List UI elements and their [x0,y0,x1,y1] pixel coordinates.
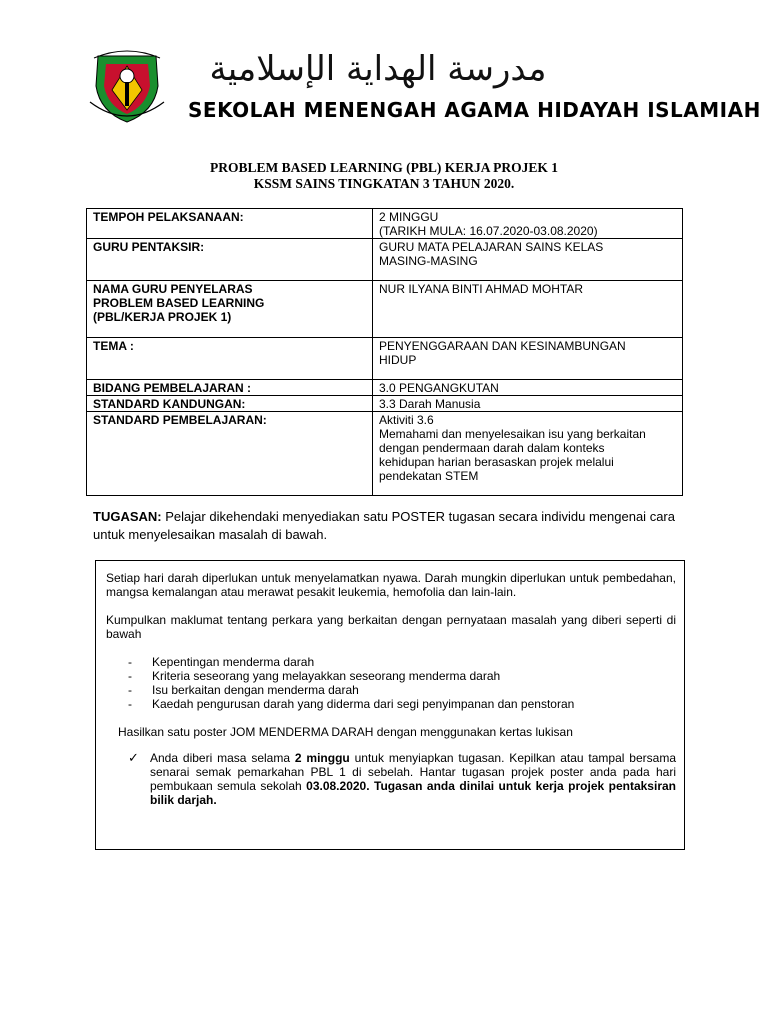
row-value [373,380,683,396]
list-item-text: Kriteria seseorang yang melayakkan seseorang menderma darah [152,669,501,683]
table-row [87,396,683,412]
school-crest-logo [84,46,170,124]
value-line: MASING-MASING [379,254,478,268]
poster-instruction: Hasilkan satu poster JOM MENDERMA DARAH dengan menggunakan kertas lukisan [118,725,573,739]
row-value [373,338,683,380]
row-value [373,396,683,412]
table-row [87,338,683,380]
value-line: NUR ILYANA BINTI AHMAD MOHTAR [379,282,584,296]
dash-bullet-icon: - [128,669,132,683]
value-line: kehidupan harian berasaskan projek melalui [379,455,614,469]
value-line: GURU MATA PELAJARAN SAINS KELAS [379,240,604,254]
dash-bullet-icon: - [128,697,132,711]
note-text: Anda diberi masa selama [150,751,295,765]
dash-bullet-icon: - [128,655,132,669]
label-line: PROBLEM BASED LEARNING [93,296,265,310]
list-item [128,697,668,711]
row-label: BIDANG PEMBELAJARAN : [87,380,373,396]
value-line: 3.3 Darah Manusia [379,397,481,411]
arabic-school-name: مدرسة الهداية الإسلامية [209,49,547,89]
row-value [373,239,683,281]
school-name: SEKOLAH MENENGAH AGAMA HIDAYAH ISLAMIAH [188,98,761,122]
label-line: (PBL/KERJA PROJEK 1) [93,310,232,324]
value-line: Aktiviti 3.6 [379,413,434,427]
task-paragraph-1: Setiap hari darah diperlukan untuk menyelamatkan nyawa. Darah mungkin diperlukan untuk pembedahan, mangsa kemalangan atau merawat pesakit leukemia, hemofolia dan lain-lain. [106,571,676,599]
row-label: TEMPOH PELAKSANAAN: [87,209,373,239]
tugasan-label: TUGASAN: [93,509,162,524]
row-label [87,281,373,338]
value-line: HIDUP [379,353,417,367]
document-header [80,40,761,130]
table-row [87,281,683,338]
task-paragraph-2: Kumpulkan maklumat tentang perkara yang berkaitan dengan pernyataan masalah yang diberi seperti di bawah [106,613,676,641]
value-line: pendekatan STEM [379,469,479,483]
row-label: STANDARD PEMBELAJARAN: [87,412,373,496]
row-value [373,281,683,338]
list-item [128,669,668,683]
value-line: dengan pendermaan darah dalam konteks [379,441,605,455]
list-item-text: Kepentingan menderma darah [152,655,315,669]
value-line: Memahami dan menyelesaikan isu yang berkaitan [379,427,646,441]
table-row [87,380,683,396]
tugasan-text: Pelajar dikehendaki menyediakan satu POSTER tugasan secara individu mengenai cara untuk menyelesaikan masalah di bawah. [93,509,675,542]
list-item-text: Kaedah pengurusan darah yang diderma dari segi penyimpanan dan penstoran [152,697,575,711]
list-item-text: Isu berkaitan dengan menderma darah [152,683,359,697]
list-item [128,655,668,669]
value-line: 3.0 PENGANGKUTAN [379,381,499,395]
value-line: (TARIKH MULA: 16.07.2020-03.08.2020) [379,224,598,238]
value-line: PENYENGGARAAN DAN KESINAMBUNGAN [379,339,626,353]
label-line: NAMA GURU PENYELARAS [93,282,253,296]
table-row [87,209,683,239]
dash-bullet-icon: - [128,683,132,697]
row-value [373,209,683,239]
task-box [95,560,685,850]
row-value [373,412,683,496]
submission-note-text [150,751,676,807]
row-label: TEMA : [87,338,373,380]
document-title [84,160,684,192]
list-item [128,683,668,697]
table-row [87,412,683,496]
value-line: 2 MINGGU [379,210,439,224]
checkmark-icon: ✓ [128,750,139,765]
row-label: GURU PENTAKSIR: [87,239,373,281]
submission-note [128,751,676,807]
title-line-1: PROBLEM BASED LEARNING (PBL) KERJA PROJEK 1 [209,160,559,175]
project-info-table [86,208,683,496]
note-deadline: 03.08.2020. Tugasan anda dinilai untuk kerja projek pentaksiran bilik darjah. [150,779,676,807]
note-text: untuk menyiapkan tugasan. Kepilkan atau tampal bersama senarai semak pemarkahan PBL 1 di sebelah. Hantar tugasan projek poster anda pada hari pembukaan semula sekolah [150,751,676,793]
task-bullet-list [128,655,668,711]
title-line-2: KSSM SAINS TINGKATAN 3 TAHUN 2020. [253,176,515,191]
tugasan-paragraph [93,508,675,544]
table-row [87,239,683,281]
row-label: STANDARD KANDUNGAN: [87,396,373,412]
note-duration: 2 minggu [294,751,350,765]
